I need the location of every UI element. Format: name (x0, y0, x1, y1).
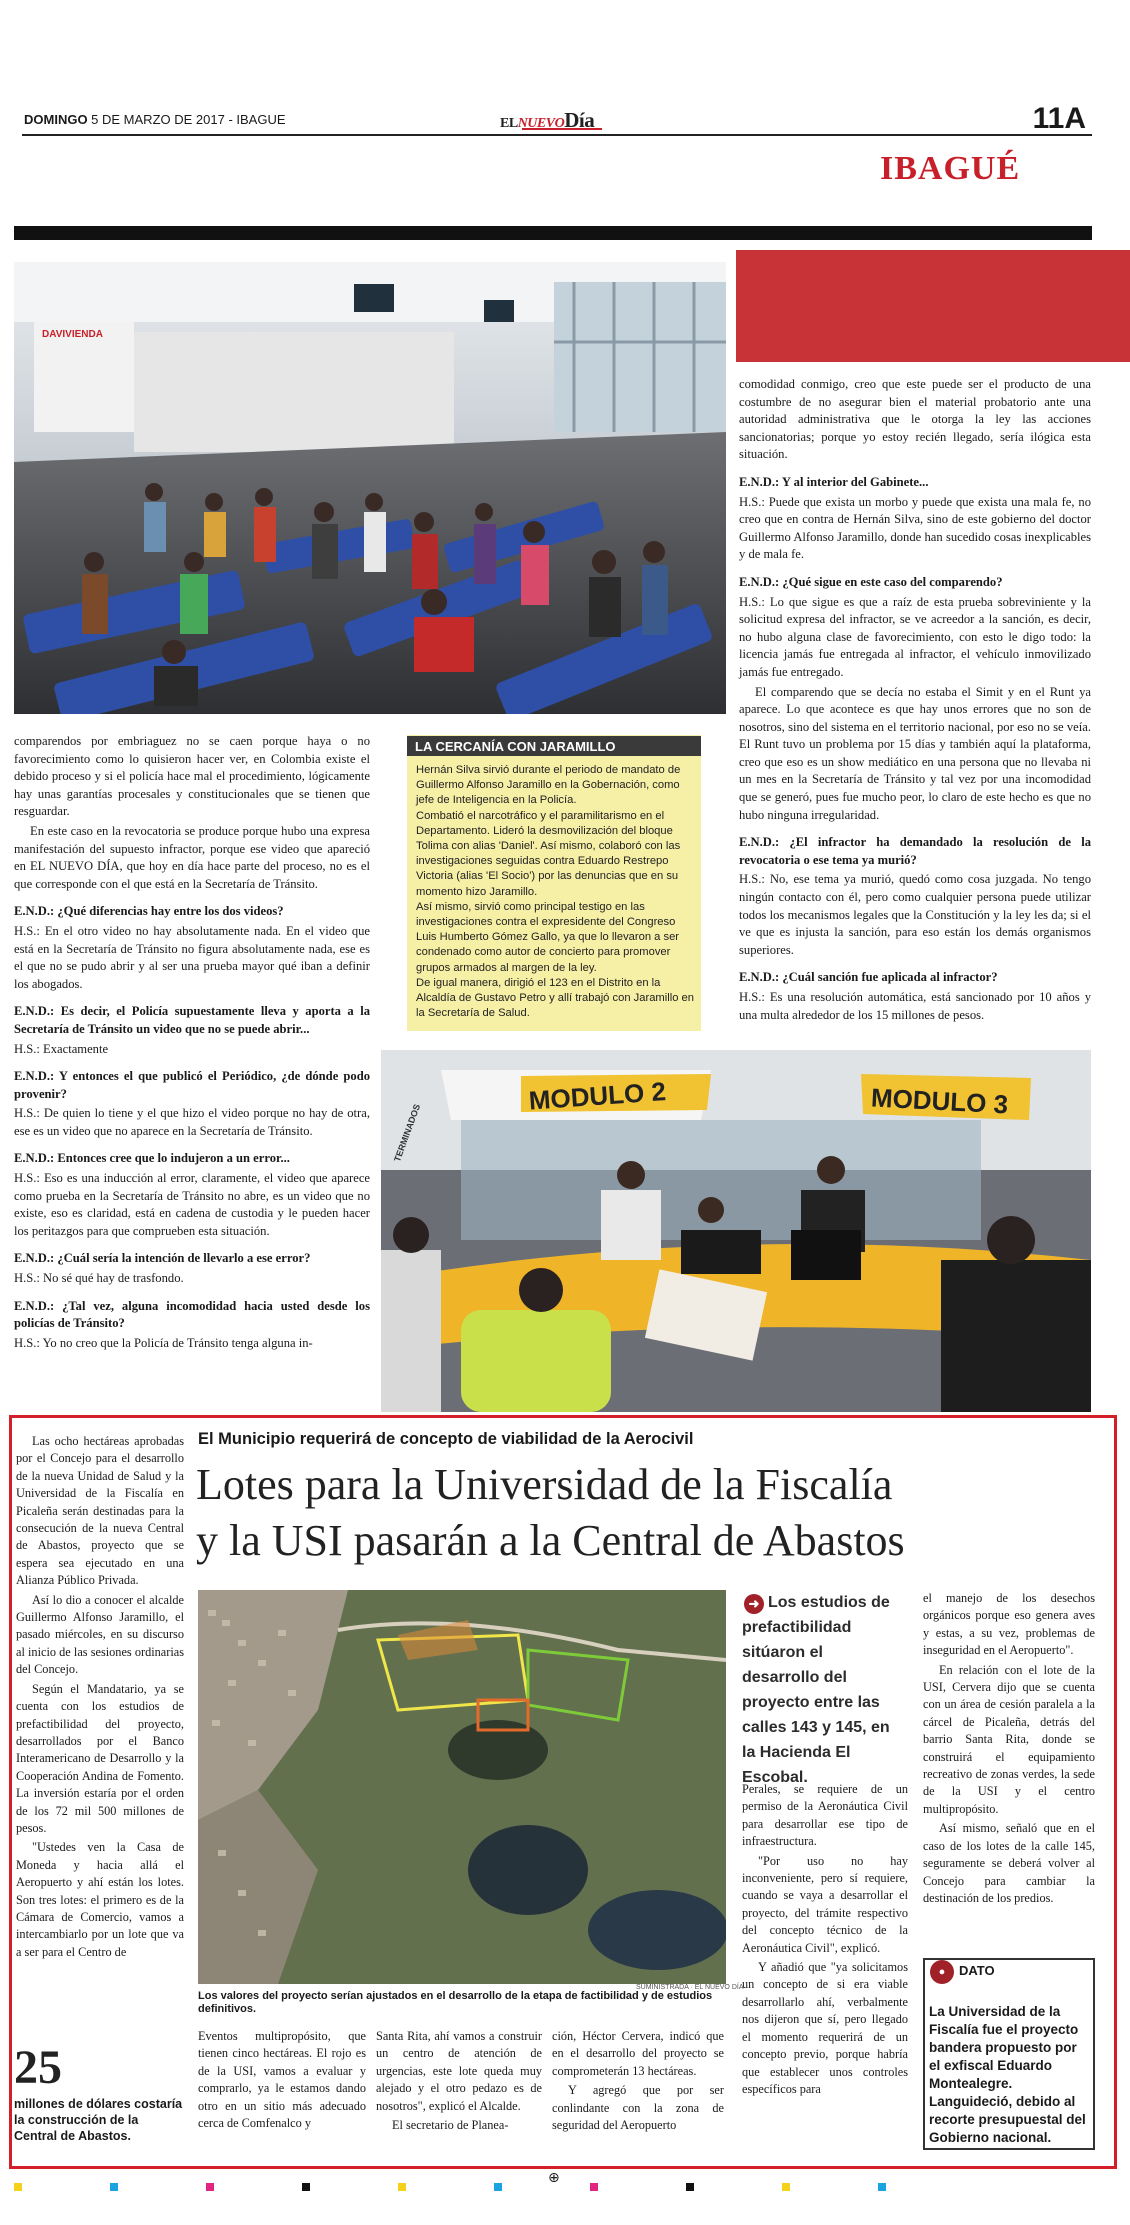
dato-title: DATO (959, 1963, 995, 1978)
article-paragraph: Y agregó que por ser conlindante con la zona de seguridad del Aeropuerto (552, 2083, 724, 2133)
waiting-room-photo (14, 262, 726, 714)
interview-answer: H.S.: En el otro video no hay absolutamente nada. En el video que está en la Secretaría de Tránsito no figura absolutamente nada, ese es el que no se pudo abrir y al ser una prueba mayor qué iban a definir los abogados. (14, 923, 370, 991)
interview-answer: H.S.: No, ese tema ya murió, quedó como cosa juzgada. No tengo ningún contacto con él, pero como cualquier persona puede utilizar todos los mecanismos legales que la Constitución y la ley les da; si el ve que es injusta la sanción, para eso están los demás organismos superiores. (739, 872, 1091, 957)
interview-question: E.N.D.: Y entonces el que publicó el Periódico, ¿de dónde podo provenir? (14, 1069, 370, 1101)
interview-answer: H.S.: Yo no creo que la Policía de Tránsito tenga alguna in- (14, 1335, 313, 1350)
modulo-3-sign: MODULO 3 (870, 1082, 1009, 1120)
article-paragraph: el manejo de los desechos orgánicos porque eso genera aves y estas, a su vez, problemas de inseguridad en el Aeropuerto". (923, 1591, 1095, 1658)
interview-question: E.N.D.: ¿Cuál sanción fue aplicada al infractor? (739, 970, 998, 985)
sidebox-title: LA CERCANÍA CON JARAMILLO (407, 736, 701, 756)
map-caption: Los valores del proyecto serían ajustados en el desarrollo de la etapa de factibilidad y de estudios definitivos. (198, 1990, 713, 2015)
interview-paragraph: comodidad conmigo, creo que este puede ser el producto de una costumbre de no asegurar bien el material probatorio ante una autoridad administrativa que le otorga la ley las acciones sancionatorias; porque yo estoy recién llegado, sería ilógica esta situación. (739, 377, 1091, 462)
headline-line-1: Lotes para la Universidad de la Fiscalía (196, 1460, 893, 1509)
article-kicker: El Municipio requerirá de concepto de viabilidad de la Aerocivil (198, 1430, 694, 1448)
interview-paragraph: El comparendo que se decía no estaba el Simit y en el Runt ya aparece. Lo que acontece es que hay unos errores que no son de nosotros, sino del sistema en el territorio nacional, por eso no se veía. El Runt tuvo un problema por 15 días y también aquí la plataforma, creo que eso es un show mediático en una persona que no llevaba ni un mes en la Secretaría de Tránsito y tal vez por una incomodidad que se generó, pues fue mucho peor, lo claro de este hecho es que no hubo ninguna irregularidad. (739, 684, 1091, 822)
newspaper-logo (500, 108, 594, 133)
terminados-sign: TERMINADOS (392, 1102, 423, 1164)
registration-marks (14, 2178, 1114, 2188)
article-paragraph: El secretario de Planea- (392, 2118, 509, 2133)
article-paragraph: Según el Mandatario, ya se cuenta con los estudios de prefactibilidad del proyecto, desarrollados por el Banco Interamericano de Desarrollo y la Cooperación Andina de Fomento. La inversión estaría por el orden de los 72 mil 500 millones de pesos. (16, 1681, 184, 1835)
interview-answer: H.S.: Lo que sigue es que a raíz de esta prueba sobreviniente y la solicitud expresa del infractor, se ve acreedor a la sanción, es decir, no hubo alguna clase de favorecimiento, con esto le digo todo: la licencia jamás fue entregada al infractor, el vehículo inmovilizado jamás fue entregado. (739, 594, 1091, 679)
photo-credit: SUMINISTRADA · EL NUEVO DÍA (636, 1984, 744, 1991)
aerial-map-photo (198, 1590, 726, 1984)
article-column-f (923, 1590, 1095, 1909)
header-date-text: 5 DE MARZO DE 2017 - IBAGUE (87, 112, 286, 127)
crosshair-icon: ⊕ (548, 2170, 560, 2186)
header-day: DOMINGO (24, 112, 88, 127)
headline-line-2: y la USI pasarán a la Central de Abastos (196, 1516, 905, 1565)
article-column-c (376, 2028, 542, 2136)
bank-sign: DAVIVIENDA (42, 329, 103, 340)
waiting-room-illustration (14, 262, 726, 714)
arrow-right-icon: ➜ (744, 1594, 764, 1614)
section-title: IBAGUÉ (880, 150, 1021, 187)
interview-answer: H.S.: Exactamente (14, 1041, 109, 1056)
article-paragraph: Eventos multipropósito, que tienen cinco hectáreas. El rojo es de la USI, vamos a evaluar y comprarlo, ya le estamos dando otro en un sitio más adecuado cerca de Comfenalco y (198, 2029, 366, 2131)
office-modules-photo (381, 1050, 1091, 1412)
interview-answer: H.S.: Es una resolución automática, está sancionado por 10 años y una multa alrededor de los 15 millones de pesos. (739, 990, 1091, 1022)
logo-dia: Día (564, 108, 595, 132)
interview-answer: H.S.: Eso es una inducción al error, claramente, el video que aparece como prueba en la Secretaría de Tránsito no abre, es un video que no existe, eso es claridad, está en cadena de custodia y le pueden hacer los peritazgos para que comprueben esta situación. (14, 1171, 370, 1238)
article-headline (196, 1457, 1096, 1569)
interview-question: E.N.D.: Es decir, el Policía supuestamente lleva y aporta a la Secretaría de Tránsito un video que no se puede abrir... (14, 1004, 370, 1036)
big-number-caption: millones de dólares costaría la construcción de la Central de Abastos. (14, 2097, 183, 2143)
interview-paragraph: comparendos por embriaguez no se caen porque haya o no favorecimiento como lo quisieron hacer ver, en Colombia existe el debido proceso y si el policía hace mal el procedimiento, lógicamente hay unas garantías procesales y constitucionales que se tienen que resguardar. (14, 734, 370, 819)
article-paragraph: Así mismo, señaló que en el caso de los lotes de la calle 145, seguramente se deberá volver al Concejo para cambiar la destinación de los predios. (923, 1821, 1095, 1905)
article-paragraph: Perales, se requiere de un permiso de la Aeronáutica Civil para desarrollar ese tipo de infraestructura. (742, 1782, 908, 1849)
page-number: 11A (1032, 102, 1086, 135)
interview-answer: H.S.: De quien lo tiene y el que hizo el video porque no hay de otra, ese es un video que no aparece en la Secretaría de Tránsito. (14, 1106, 370, 1138)
interview-paragraph: En este caso en la revocatoria se produce porque hubo una expresa manifestación del supuesto infractor, porque ese video que apareció en EL NUEVO DÍA, que hoy en día hace parte del proceso, no es el que corresponde con el que está en la Secretaría de Tránsito. (14, 823, 370, 891)
article-paragraph: En relación con el lote de la USI, Cervera dijo que se cuenta con un área de cesión paralela a la cárcel de Picaleña, detrás del barrio Santa Rita, donde se construirá el equipamiento recreativo de zonas verdes, la sede de la USI y el centro multipropósito. (923, 1662, 1095, 1816)
sidebox-paragraph: Hernán Silva sirvió durante el periodo de mandato de Guillermo Alfonso Jaramillo en la Gobernación, como jefe de Inteligencia en la Policía. (416, 764, 681, 807)
interview-column-3 (739, 376, 1091, 1026)
interview-question: E.N.D.: Entonces cree que lo indujeron a un error... (14, 1151, 290, 1166)
logo-nuevo: NUEVO (517, 116, 565, 131)
interview-column-1 (14, 733, 370, 1354)
page-header (22, 102, 1092, 136)
highlight-text: Los estudios de prefactibilidad sitúaron el desarrollo del proyecto entre las calles 143 y 145, en la Hacienda El Escobal. (742, 1594, 890, 1786)
interview-question: E.N.D.: ¿Cuál sería la intención de llevarlo a ese error? (14, 1251, 311, 1266)
big-number: 25 (14, 2041, 62, 2094)
interview-question: E.N.D.: ¿Qué sigue en este caso del comparendo? (739, 574, 1003, 589)
logo-el: EL (500, 116, 518, 131)
aerial-map (198, 1590, 726, 1984)
article-paragraph: "Por uso no hay inconveniente, pero sí requiere, cuando se vaya a desarrollar el proyecto, del trámite respectivo del concepto técnico de la Aeronáutica Civil", explicó. (742, 1853, 908, 1955)
article-column-b (198, 2028, 366, 2134)
article-column-a (16, 1433, 184, 1963)
dato-text: La Universidad de la Fiscalía fue el proyecto bandera propuesto por el exfiscal Eduardo Montealegre. Languideció, debido al recorte presupuestal del Gobierno nacional. (929, 2004, 1086, 2145)
sidebox-paragraph: Combatió el narcotráfico y el paramilitarismo en el Departamento. Lideró la desmovilización del bloque Tolima con alias 'Daniel'. Así mismo, colaboró con las investigaciones seguidas contra Eduardo Restrepo Victoria (alias 'El Socio') por las denuncias que en su momento hizo Jaramillo. (416, 809, 681, 898)
article-paragraph: ción, Héctor Cervera, indicó que en el desarrollo del proyecto se comprometerán 13 hectáreas. (552, 2029, 724, 2078)
article-paragraph: Santa Rita, ahí vamos a construir un centro de atención de urgencias, este lote queda muy alejado y el otro pedazo es de nosotros", explicó el Alcalde. (376, 2029, 542, 2113)
interview-question: E.N.D.: ¿Qué diferencias hay entre los dos videos? (14, 904, 284, 919)
article-paragraph: Así lo dio a conocer el alcalde Guillermo Alfonso Jaramillo, el pasado miércoles, en su discurso al inicio de las sesiones ordinarias del Concejo. (16, 1592, 184, 1677)
section-rule (14, 226, 1092, 240)
interview-answer: H.S.: Puede que exista un morbo y puede que exista una mala fe, no creo que en contra de Hernán Silva, sino de este gobierno del doctor Guillermo Alfonso Jaramillo, donde han sucedido cosas inexplicables y de mala fe. (739, 494, 1091, 562)
article-column-d (552, 2028, 724, 2136)
modulo-2-sign: MODULO 2 (527, 1076, 667, 1116)
interview-question: E.N.D.: Y al interior del Gabinete... (739, 474, 929, 489)
interview-question: E.N.D.: ¿El infractor ha demandado la resolución de la revocatoria o ese tema ya murió? (739, 835, 1091, 867)
header-date (24, 112, 286, 127)
office-illustration (381, 1050, 1091, 1412)
sidebox-text (416, 763, 696, 1021)
sidebox-paragraph: Así mismo, sirvió como principal testigo en las investigaciones contra el expresidente del Congreso Luis Humberto Gómez Gallo, ya que lo llevaron a ser condenado como autor de concierto para promover grupos armados al margen de la ley. (416, 900, 680, 974)
article-paragraph: Las ocho hectáreas aprobadas por el Concejo para el desarrollo de la nueva Unidad de Salud y la Universidad de la Fiscalía en Picaleña serán destinadas para la consecución de la nueva Central de Abastos, proyecto que se espera sea ejecutado en una Alianza Público Privada. (16, 1434, 184, 1588)
dato-icon: ● (930, 1960, 954, 1984)
interview-question: E.N.D.: ¿Tal vez, alguna incomodidad hacia usted desde los policías de Tránsito? (14, 1298, 370, 1331)
article-paragraph: "Ustedes ven la Casa de Moneda y hacia allá el Aeropuerto y ahí están los lotes. Son tres lotes: el primero es de la Cámara de Comercio, vamos a intercambiarlo por un lote que va a ser para el Centro de (16, 1840, 184, 1959)
interview-answer: H.S.: No sé qué hay de trasfondo. (14, 1271, 184, 1286)
article-highlight (742, 1590, 902, 1790)
sidebox-paragraph: De igual manera, dirigió el 123 en el Distrito en la Alcaldía de Gustavo Petro y allí trabajó con Jaramillo en la Secretaría de Salud. (416, 976, 694, 1020)
red-banner (736, 250, 1130, 362)
article-paragraph: Y añadió que "ya solicitamos un concepto de si era viable desarrollarlo ahí, verbalmente nos dijeron que sí, pero llegado el momento requerirá de un concepto previo, porque habría que establecer unos controles específicos para (742, 1960, 908, 2096)
article-column-e (742, 1781, 908, 2100)
